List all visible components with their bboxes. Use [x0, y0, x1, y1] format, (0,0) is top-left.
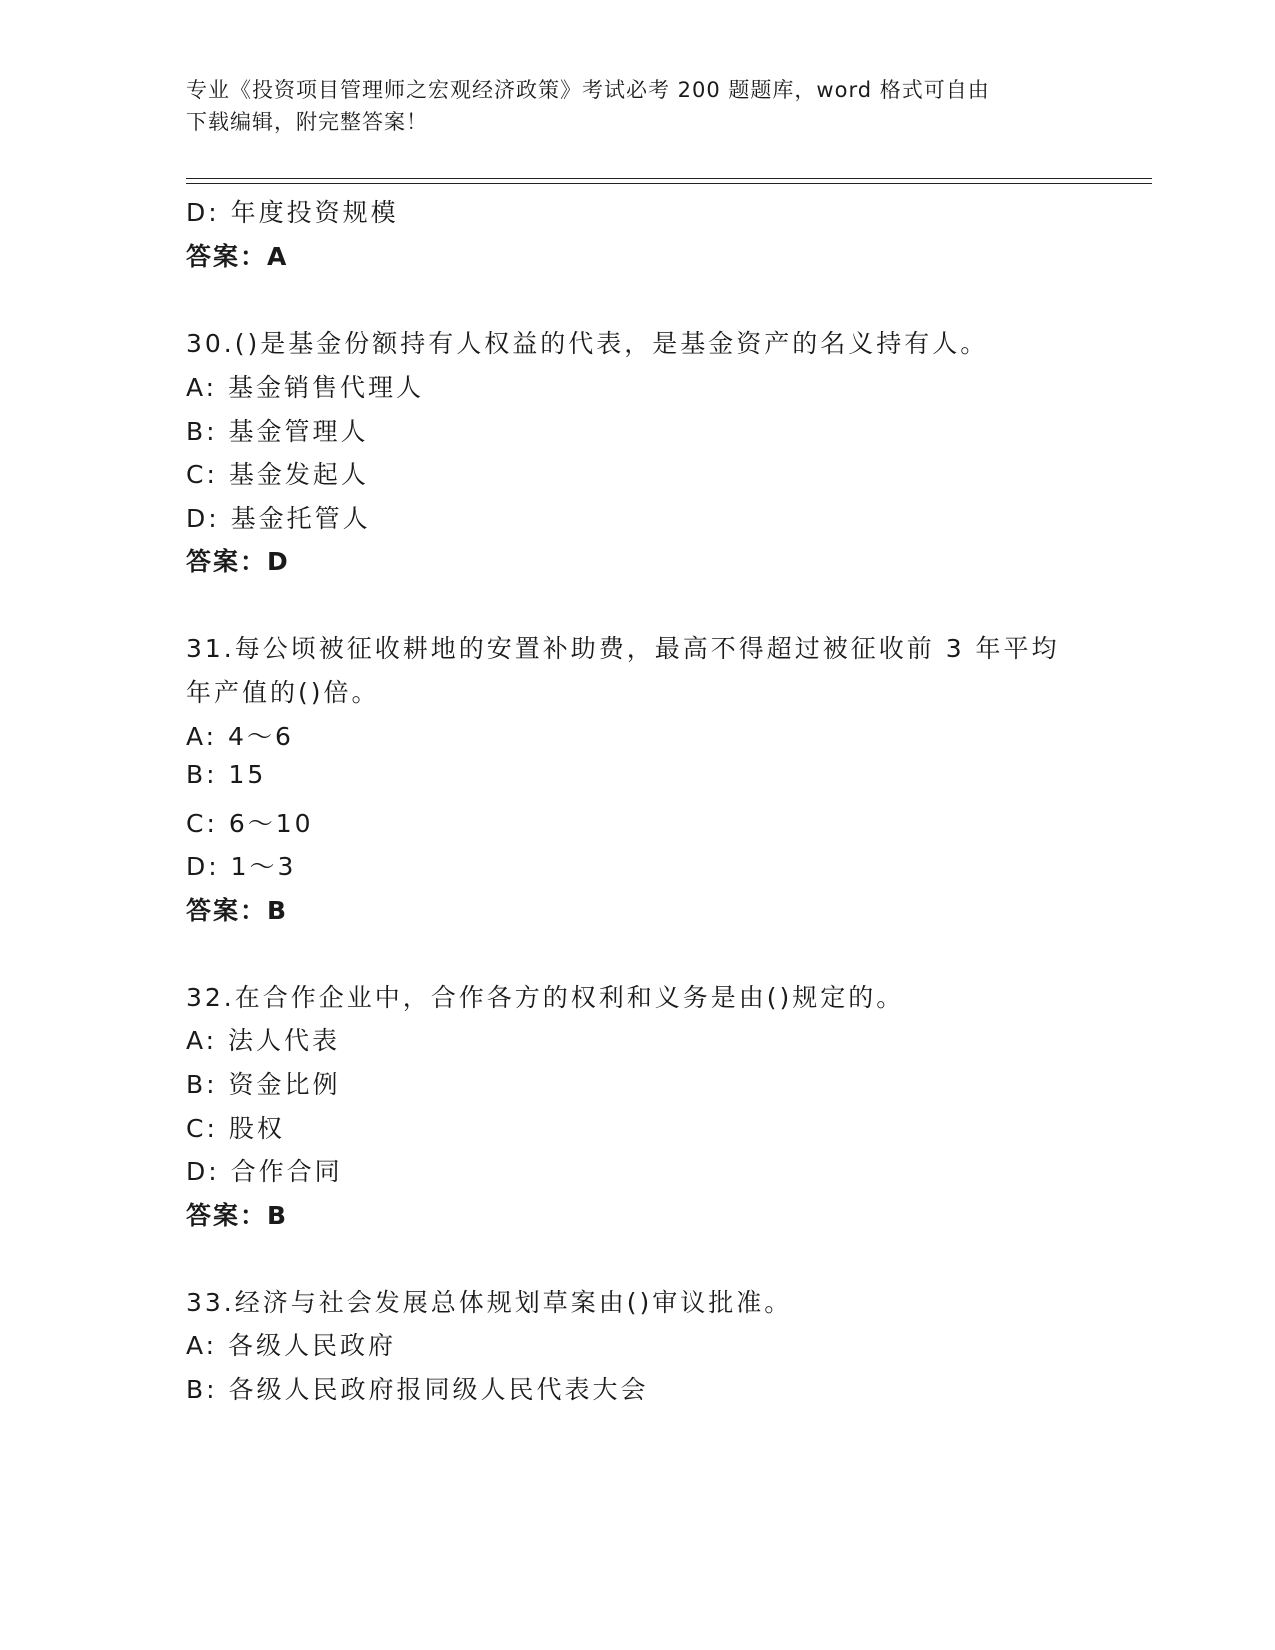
- option-b: B: 资金比例: [186, 1070, 341, 1099]
- option-a: A: 法人代表: [186, 1026, 341, 1055]
- answer-line: 答案：B: [186, 1201, 289, 1230]
- option-b: B: 基金管理人: [186, 417, 369, 446]
- question-33: 33.经济与社会发展总体规划草案由()审议批准。: [186, 1288, 793, 1317]
- answer-line: 答案：D: [186, 547, 290, 576]
- option-a: A: 基金销售代理人: [186, 373, 425, 402]
- header-divider-bottom: [186, 183, 1152, 184]
- answer-line: 答案：B: [186, 896, 289, 925]
- option-d: D: 合作合同: [186, 1157, 343, 1186]
- option-d: D: 基金托管人: [186, 504, 371, 533]
- option-c: C: 6～10: [186, 809, 314, 838]
- question-32: 32.在合作企业中，合作各方的权利和义务是由()规定的。: [186, 983, 905, 1012]
- option-b: B: 各级人民政府报同级人民代表大会: [186, 1375, 649, 1404]
- document-header: [186, 74, 1086, 138]
- option-a: A: 各级人民政府: [186, 1331, 397, 1360]
- option-d: D: 1～3: [186, 852, 297, 881]
- question-30: 30.()是基金份额持有人权益的代表，是基金资产的名义持有人。: [186, 329, 989, 358]
- option-c: C: 基金发起人: [186, 460, 369, 489]
- option-b: B: 15: [186, 760, 267, 789]
- answer-line: 答案：A: [186, 242, 289, 271]
- question-31: 31.每公顷被征收耕地的安置补助费，最高不得超过被征收前 3 年平均: [186, 634, 1060, 663]
- header-line-1: 专业《投资项目管理师之宏观经济政策》考试必考 200 题题库，word 格式可自由: [186, 78, 990, 102]
- question-31-continued: 年产值的()倍。: [186, 678, 380, 707]
- header-line-2: 下载编辑，附完整答案！: [186, 110, 428, 134]
- option-a: A: 4～6: [186, 722, 294, 751]
- option-c: C: 股权: [186, 1114, 285, 1143]
- header-divider-top: [186, 178, 1152, 179]
- option-d: D: 年度投资规模: [186, 198, 399, 227]
